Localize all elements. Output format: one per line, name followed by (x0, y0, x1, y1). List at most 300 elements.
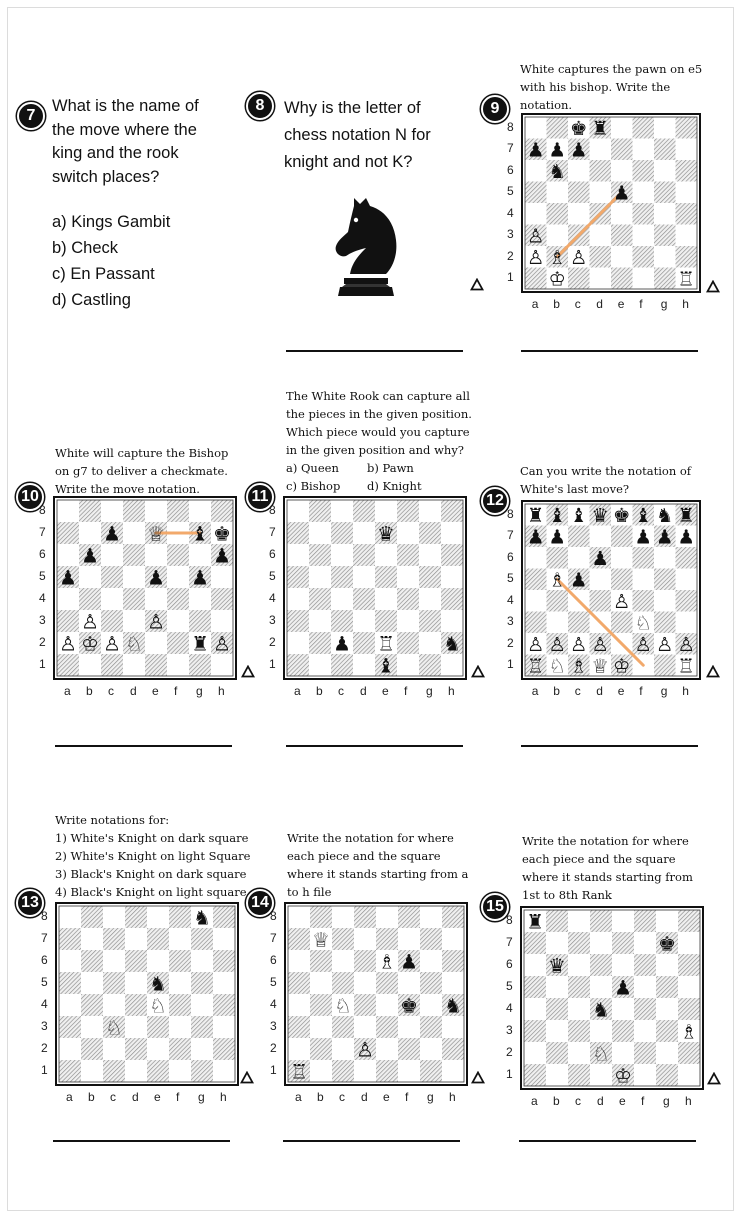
black-bishop-icon: ♝ (548, 503, 566, 527)
question-15-line: where it stands starting from (522, 870, 693, 884)
question-number-9: 9 (481, 95, 509, 123)
square-a2 (288, 1038, 310, 1060)
black-knight-icon: ♞ (592, 998, 610, 1022)
black-queen-icon: ♛ (377, 522, 395, 546)
square-d5 (590, 182, 612, 204)
file-label: e (152, 684, 159, 698)
triangle-outline-icon (241, 665, 255, 678)
option-c[interactable]: c) En Passant (52, 265, 155, 283)
square-h5 (676, 182, 698, 204)
option-a[interactable]: a) Kings Gambit (52, 213, 171, 231)
option-b[interactable]: b) Check (52, 239, 119, 257)
white-bishop-icon: ♗ (378, 950, 396, 974)
square-f8 (167, 500, 189, 522)
square-e1 (147, 1060, 169, 1082)
question-14-text (287, 829, 468, 901)
square-b7 (546, 932, 568, 954)
square-g8 (656, 910, 678, 932)
question-13-line: 4) Black's Knight on light square (55, 885, 247, 899)
square-e6 (145, 544, 167, 566)
black-knight-icon: ♞ (656, 503, 674, 527)
white-pawn-icon: ♙ (570, 245, 588, 269)
black-king-icon: ♚ (658, 932, 676, 956)
chess-board-q11 (283, 496, 467, 680)
rank-label: 4 (506, 1001, 513, 1015)
square-g4 (420, 994, 442, 1016)
square-f7 (633, 139, 655, 161)
square-b8 (79, 500, 101, 522)
chess-board-q14 (284, 902, 468, 1086)
square-d4 (353, 588, 375, 610)
rank-label: 6 (506, 957, 513, 971)
question-number-14: 14 (246, 889, 274, 917)
square-c7 (568, 526, 590, 548)
rank-label: 8 (507, 506, 514, 521)
rank-label: 2 (507, 635, 514, 650)
black-pawn-icon: ♟ (677, 525, 695, 549)
file-label: f (174, 684, 178, 698)
square-f4 (633, 203, 655, 225)
file-label: c (574, 297, 581, 311)
question-13-line: 2) White's Knight on light Square (55, 849, 251, 863)
rank-label: 7 (270, 931, 277, 945)
question-number-11: 11 (246, 483, 274, 511)
triangle-outline-icon (706, 280, 720, 293)
square-a1 (59, 1060, 81, 1082)
white-rook-icon: ♖ (377, 632, 395, 656)
square-g3 (191, 1016, 213, 1038)
square-d1 (590, 1064, 612, 1086)
question-15-text (522, 832, 693, 904)
square-c4 (101, 588, 123, 610)
square-b4 (546, 998, 568, 1020)
square-e4 (145, 588, 167, 610)
question-11-line: in the given position and why? (286, 443, 464, 457)
square-c7 (103, 928, 125, 950)
square-c1 (101, 654, 123, 676)
square-h1 (441, 654, 463, 676)
square-b6 (310, 950, 332, 972)
square-d7 (353, 522, 375, 544)
question-7-text (52, 95, 227, 189)
square-h7 (442, 928, 464, 950)
square-e7 (611, 526, 633, 548)
square-d4 (590, 590, 612, 612)
question-7-line: What is the name of (52, 97, 199, 115)
square-h4 (678, 998, 700, 1020)
question-11-options-row (286, 459, 472, 477)
white-pawn-icon: ♙ (81, 610, 99, 634)
square-d1 (125, 1060, 147, 1082)
square-e6 (612, 954, 634, 976)
square-a6 (288, 950, 310, 972)
file-label: b (553, 297, 560, 311)
file-label: c (575, 1094, 581, 1108)
square-c8 (101, 500, 123, 522)
question-8-line: Why is the letter of (284, 99, 421, 117)
question-14-line: Write the notation for where (287, 831, 454, 845)
square-d3 (123, 610, 145, 632)
square-e6 (611, 547, 633, 569)
black-pawn-icon: ♟ (591, 546, 609, 570)
file-label: a (66, 1090, 73, 1104)
square-d3 (590, 225, 612, 247)
square-d6 (590, 954, 612, 976)
chess-board-q15 (520, 906, 704, 1090)
square-e6 (147, 950, 169, 972)
square-b5 (310, 972, 332, 994)
question-7-line: switch places? (52, 167, 160, 186)
file-label: c (338, 684, 344, 698)
black-bishop-icon: ♝ (377, 654, 395, 678)
rank-label: 4 (269, 591, 276, 605)
square-g1 (191, 1060, 213, 1082)
rank-label: 2 (39, 635, 46, 649)
file-label: f (639, 297, 643, 311)
answer-line-9[interactable] (521, 350, 698, 352)
square-g6 (189, 544, 211, 566)
square-h3 (442, 1016, 464, 1038)
option-d[interactable]: d) Knight (367, 479, 422, 493)
square-e3 (375, 610, 397, 632)
square-a5 (525, 182, 547, 204)
rank-label: 3 (269, 613, 276, 627)
rank-label: 6 (39, 547, 46, 561)
square-h3 (441, 610, 463, 632)
square-h5 (211, 566, 233, 588)
square-h5 (678, 976, 700, 998)
square-c6 (103, 950, 125, 972)
square-g4 (654, 203, 676, 225)
square-h2 (442, 1038, 464, 1060)
square-f1 (398, 1060, 420, 1082)
black-knight-icon: ♞ (548, 159, 566, 183)
square-a2 (59, 1038, 81, 1060)
square-b7 (79, 522, 101, 544)
square-e3 (612, 1020, 634, 1042)
square-e8 (611, 117, 633, 139)
question-9-text (520, 60, 702, 114)
square-h7 (213, 928, 235, 950)
square-a3 (287, 610, 309, 632)
square-h7 (678, 932, 700, 954)
square-a4 (287, 588, 309, 610)
black-pawn-icon: ♟ (59, 566, 77, 590)
square-c6 (568, 547, 590, 569)
triangle-outline-icon (240, 1071, 254, 1084)
file-label: g (196, 684, 203, 698)
square-g4 (419, 588, 441, 610)
white-pawn-icon: ♙ (213, 632, 231, 656)
square-e3 (147, 1016, 169, 1038)
square-b8 (547, 117, 569, 139)
square-c2 (103, 1038, 125, 1060)
white-queen-icon: ♕ (147, 522, 165, 546)
question-10-line: on g7 to deliver a checkmate. (55, 464, 228, 478)
square-g2 (420, 1038, 442, 1060)
square-g5 (420, 972, 442, 994)
square-d3 (353, 610, 375, 632)
square-f1 (167, 654, 189, 676)
square-b1 (310, 1060, 332, 1082)
square-b7 (309, 522, 331, 544)
question-number-12: 12 (481, 487, 509, 515)
square-g6 (656, 954, 678, 976)
answer-line-15[interactable] (519, 1140, 696, 1142)
square-d7 (590, 526, 612, 548)
file-label: g (660, 297, 668, 311)
answer-line-11[interactable] (286, 745, 463, 747)
square-b2 (310, 1038, 332, 1060)
white-knight-icon: ♘ (125, 632, 143, 656)
question-7-options (52, 209, 227, 313)
square-b4 (547, 590, 569, 612)
rank-label: 7 (507, 528, 514, 543)
square-f3 (169, 1016, 191, 1038)
question-11-line: Which piece would you capture (286, 425, 470, 439)
square-e1 (611, 268, 633, 290)
white-pawn-icon: ♙ (59, 632, 77, 656)
black-rook-icon: ♜ (591, 116, 609, 140)
rank-label: 6 (41, 953, 48, 967)
square-e8 (376, 906, 398, 928)
square-d7 (354, 928, 376, 950)
file-label: e (619, 1094, 626, 1108)
file-label: a (295, 1090, 302, 1104)
question-number-13: 13 (16, 889, 44, 917)
square-b6 (309, 544, 331, 566)
rank-label: 7 (507, 141, 514, 156)
file-label: b (316, 684, 323, 698)
square-h8 (676, 117, 698, 139)
rank-label: 4 (39, 591, 46, 605)
square-e4 (612, 998, 634, 1020)
white-knight-icon: ♘ (334, 994, 352, 1018)
rank-label: 5 (507, 184, 514, 199)
file-label: f (405, 1090, 409, 1104)
file-label: a (531, 684, 539, 698)
square-c1 (331, 654, 353, 676)
rank-label: 3 (270, 1019, 277, 1033)
square-g8 (654, 117, 676, 139)
square-g4 (654, 590, 676, 612)
rank-label: 8 (269, 503, 276, 517)
triangle-outline-icon (471, 1071, 485, 1084)
chess-board-q12 (521, 500, 701, 680)
square-h5 (442, 972, 464, 994)
square-h8 (441, 500, 463, 522)
square-d1 (354, 1060, 376, 1082)
rank-label: 1 (507, 270, 514, 285)
white-queen-icon: ♕ (312, 928, 330, 952)
answer-line-12[interactable] (521, 745, 698, 747)
square-a5 (524, 976, 546, 998)
square-g2 (654, 246, 676, 268)
square-f2 (397, 632, 419, 654)
rank-label: 3 (506, 1023, 513, 1037)
board-svg (283, 496, 467, 680)
square-d7 (590, 932, 612, 954)
white-pawn-icon: ♙ (548, 632, 566, 656)
white-pawn-icon: ♙ (591, 632, 609, 656)
board-svg (521, 113, 701, 293)
square-c4 (103, 994, 125, 1016)
square-f2 (633, 246, 655, 268)
white-pawn-icon: ♙ (613, 589, 631, 613)
square-e3 (611, 225, 633, 247)
option-d[interactable]: d) Castling (52, 291, 131, 309)
rank-label: 3 (507, 227, 514, 242)
square-e1 (376, 1060, 398, 1082)
question-10-text (55, 444, 228, 498)
black-pawn-icon: ♟ (548, 525, 566, 549)
black-rook-icon: ♜ (191, 632, 209, 656)
white-bishop-icon: ♗ (570, 654, 588, 678)
answer-line-14[interactable] (283, 1140, 460, 1142)
square-c3 (568, 1020, 590, 1042)
square-d3 (125, 1016, 147, 1038)
black-pawn-icon: ♟ (81, 544, 99, 568)
white-king-icon: ♔ (613, 654, 631, 678)
square-f6 (167, 544, 189, 566)
file-label: f (404, 684, 408, 698)
square-h4 (213, 994, 235, 1016)
square-d4 (123, 588, 145, 610)
file-label: h (682, 684, 689, 698)
black-rook-icon: ♜ (527, 503, 545, 527)
rank-label: 6 (269, 547, 276, 561)
file-label: a (64, 684, 71, 698)
white-bishop-icon: ♗ (548, 245, 566, 269)
rank-label: 7 (39, 525, 46, 539)
board-svg (521, 500, 701, 680)
file-label: d (596, 684, 603, 698)
option-b[interactable]: b) Pawn (367, 461, 414, 475)
square-b3 (546, 1020, 568, 1042)
square-b3 (547, 612, 569, 634)
square-c2 (332, 1038, 354, 1060)
file-label: h (685, 1094, 692, 1108)
square-f3 (167, 610, 189, 632)
black-pawn-icon: ♟ (527, 525, 545, 549)
square-b1 (79, 654, 101, 676)
file-label: h (449, 1090, 456, 1104)
square-c3 (331, 610, 353, 632)
black-pawn-icon: ♟ (656, 525, 674, 549)
square-g7 (419, 522, 441, 544)
square-f5 (634, 976, 656, 998)
square-g5 (654, 569, 676, 591)
question-14-line: each piece and the square (287, 849, 441, 863)
file-label: b (317, 1090, 324, 1104)
square-d5 (590, 569, 612, 591)
square-f2 (634, 1042, 656, 1064)
file-label: d (360, 684, 367, 698)
black-king-icon: ♚ (213, 522, 231, 546)
square-c7 (332, 928, 354, 950)
square-e7 (376, 928, 398, 950)
question-11-line: the pieces in the given position. (286, 407, 472, 421)
file-label: c (574, 684, 581, 698)
file-label: d (596, 297, 603, 311)
square-g3 (420, 1016, 442, 1038)
white-rook-icon: ♖ (677, 267, 695, 291)
square-c8 (331, 500, 353, 522)
question-12-line: White's last move? (520, 482, 630, 496)
square-f7 (398, 928, 420, 950)
square-a7 (287, 522, 309, 544)
square-a4 (525, 203, 547, 225)
option-c[interactable]: c) Bishop (286, 479, 341, 493)
answer-line-10[interactable] (55, 745, 232, 747)
square-h3 (676, 225, 698, 247)
square-d3 (590, 1020, 612, 1042)
square-g4 (656, 998, 678, 1020)
square-a1 (524, 1064, 546, 1086)
black-king-icon: ♚ (613, 503, 631, 527)
square-a3 (288, 1016, 310, 1038)
file-label: d (130, 684, 137, 698)
square-g1 (189, 654, 211, 676)
file-label: g (660, 684, 668, 698)
square-d6 (125, 950, 147, 972)
square-b5 (81, 972, 103, 994)
answer-line-13[interactable] (53, 1140, 230, 1142)
square-c5 (101, 566, 123, 588)
file-label: c (110, 1090, 116, 1104)
black-pawn-icon: ♟ (548, 138, 566, 162)
question-14-line: where it stands starting from a (287, 867, 469, 881)
square-c6 (331, 544, 353, 566)
square-a3 (525, 612, 547, 634)
question-number-15: 15 (481, 893, 509, 921)
square-h5 (213, 972, 235, 994)
question-8-line: chess notation N for (284, 126, 431, 144)
black-bishop-icon: ♝ (634, 503, 652, 527)
square-g5 (656, 976, 678, 998)
square-f8 (169, 906, 191, 928)
square-f3 (398, 1016, 420, 1038)
square-a4 (525, 590, 547, 612)
option-a[interactable]: a) Queen (286, 461, 339, 475)
rank-label: 1 (39, 657, 46, 671)
black-knight-icon: ♞ (193, 906, 211, 930)
answer-line-8[interactable] (286, 350, 463, 352)
white-pawn-icon: ♙ (570, 632, 588, 656)
square-d8 (590, 910, 612, 932)
square-a4 (59, 994, 81, 1016)
square-f1 (397, 654, 419, 676)
square-c5 (568, 182, 590, 204)
black-king-icon: ♚ (570, 116, 588, 140)
square-d7 (123, 522, 145, 544)
square-c8 (332, 906, 354, 928)
rank-label: 2 (270, 1041, 277, 1055)
square-d5 (353, 566, 375, 588)
square-f6 (633, 547, 655, 569)
black-rook-icon: ♜ (677, 503, 695, 527)
square-f5 (633, 182, 655, 204)
black-knight-icon: ♞ (444, 994, 462, 1018)
square-f5 (397, 566, 419, 588)
square-h3 (676, 612, 698, 634)
square-e2 (147, 1038, 169, 1060)
square-f4 (397, 588, 419, 610)
square-a4 (288, 994, 310, 1016)
square-d8 (354, 906, 376, 928)
square-c3 (332, 1016, 354, 1038)
white-pawn-icon: ♙ (147, 610, 165, 634)
